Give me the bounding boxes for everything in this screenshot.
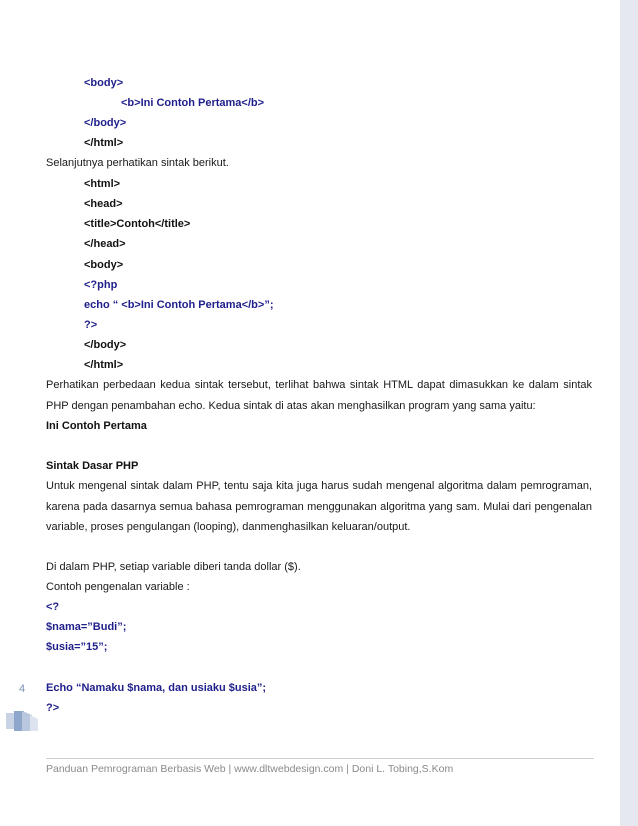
paragraph-line: variable, proses pengulangan (looping), danmenghasilkan keluaran/output. (46, 521, 411, 533)
code-line-body-open: <body> (84, 259, 124, 271)
intro-text: Selanjutnya perhatikan sintak berikut. (46, 157, 229, 169)
page-number: 4 (19, 683, 26, 695)
code-line-html-close: </html> (84, 359, 124, 371)
paragraph-line: karena pada dasarnya semua bahasa pemrograman menggunakan algoritma yang sam. Mulai dari pengenalan (46, 501, 592, 513)
paragraph-line: Di dalam PHP, setiap variable diberi tanda dollar ($). (46, 561, 301, 573)
code-line-php-close: ?> (84, 319, 98, 331)
code-line-html-close: </html> (84, 137, 124, 149)
code-line-echo: echo “ <b>Ini Contoh Pertama</b>”; (84, 299, 274, 311)
code-line-var-usia: $usia=”15”; (46, 641, 108, 653)
code-line-body-open: <body> (84, 77, 124, 89)
code-line-head-open: <head> (84, 198, 123, 210)
section-heading: Sintak Dasar PHP (46, 460, 139, 472)
code-line-bold-text: <b>Ini Contoh Pertama</b> (121, 97, 265, 109)
paragraph-line: Perhatikan perbedaan kedua sintak tersebut, terlihat bahwa sintak HTML dapat dimasukkan ke dalam sintak (46, 379, 592, 391)
code-line-php-short-open: <? (46, 601, 60, 613)
code-line-php-open: <?php (84, 279, 118, 291)
paragraph-line: Contoh pengenalan variable : (46, 581, 190, 593)
footer-divider (46, 758, 594, 759)
code-line-var-nama: $nama=”Budi”; (46, 621, 127, 633)
paragraph-line: PHP dengan penambahan echo. Kedua sintak di atas akan menghasilkan program yang sama yaitu: (46, 400, 536, 412)
result-text: Ini Contoh Pertama (46, 420, 147, 432)
code-line-echo: Echo “Namaku $nama, dan usiaku $usia”; (46, 682, 267, 694)
code-line-php-short-close: ?> (46, 702, 60, 714)
paragraph-line: Untuk mengenal sintak dalam PHP, tentu saja kita juga harus sudah mengenal algoritma dalam pemrograman, (46, 480, 592, 492)
page-corner-decoration (6, 709, 42, 733)
code-line-body-close: </body> (84, 339, 127, 351)
code-line-title: <title>Contoh</title> (84, 218, 191, 230)
code-line-html-open: <html> (84, 178, 121, 190)
code-line-head-close: </head> (84, 238, 126, 250)
code-line-body-close: </body> (84, 117, 127, 129)
footer-text: Panduan Pemrograman Berbasis Web | www.dltwebdesign.com | Doni L. Tobing,S.Kom (46, 763, 454, 775)
